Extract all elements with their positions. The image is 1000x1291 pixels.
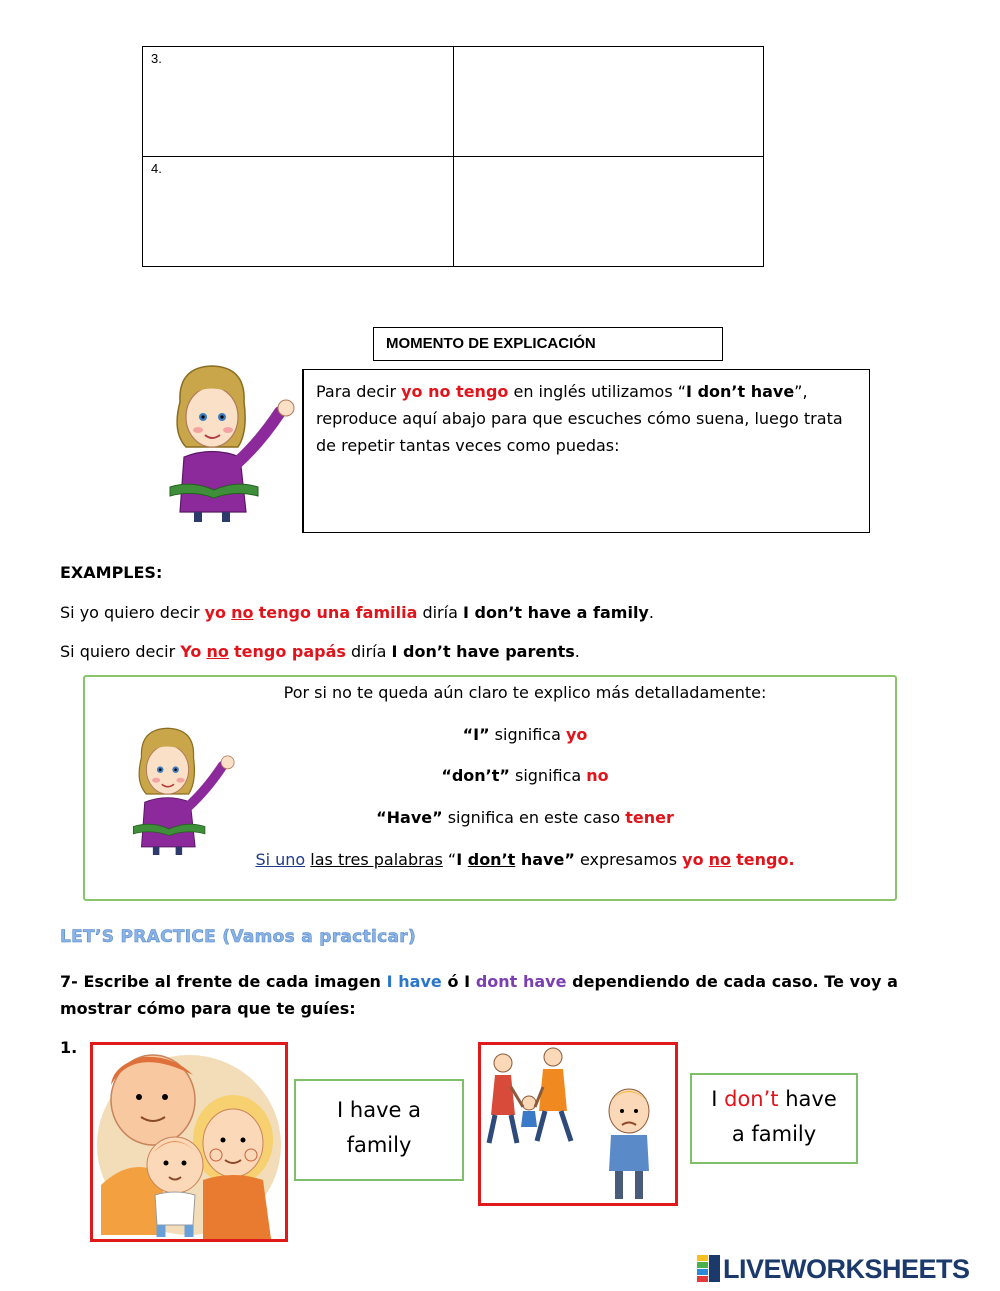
row-number: 4.	[151, 161, 162, 176]
example-bold: I don’t have a family	[462, 603, 649, 622]
word-meaning: no	[586, 766, 609, 785]
example-line-2	[60, 642, 580, 661]
word-meaning-label: significa en este caso	[442, 808, 626, 827]
table-divider	[453, 47, 454, 266]
word: “I”	[462, 725, 490, 744]
detail-summary-line	[145, 850, 905, 869]
practice-title: LET’S PRACTICE (Vamos a practicar)	[60, 927, 417, 947]
example-red: Yo	[180, 642, 202, 661]
instr-text: 7- Escribe al frente de cada imagen	[60, 972, 387, 991]
answer-table	[142, 46, 764, 267]
answer-line	[692, 1082, 856, 1117]
instr-blue: I have	[386, 972, 442, 991]
example-red: yo	[204, 603, 227, 622]
summary-red: tengo.	[736, 850, 795, 869]
word-meaning: yo	[565, 725, 588, 744]
answer-red: don’t	[724, 1087, 779, 1111]
explain-text: Para decir	[316, 382, 402, 401]
example-text: .	[648, 603, 654, 622]
summary-bold: don’t	[467, 850, 516, 869]
explain-bold: I don’t have	[686, 382, 795, 401]
teacher-illustration	[140, 362, 300, 527]
example-text: Si yo quiero decir	[60, 603, 205, 622]
detail-i-line	[145, 725, 905, 744]
detail-dont-line	[145, 766, 905, 785]
detail-intro: Por si no te queda aún claro te explico más detalladamente:	[283, 683, 767, 702]
example-line-1	[60, 603, 654, 622]
detail-box	[83, 675, 897, 901]
example-red: tengo una familia	[258, 603, 418, 622]
family-illustration	[93, 1045, 285, 1239]
word-meaning-label: significa	[489, 725, 566, 744]
summary-text: expresamos	[574, 850, 683, 869]
answer-box-2[interactable]	[690, 1073, 858, 1164]
summary-red: no	[708, 850, 732, 869]
summary-blue: Si uno	[255, 850, 306, 869]
example-red: no	[206, 642, 229, 661]
example-bold: I don’t have parents	[391, 642, 575, 661]
example-text: diría	[345, 642, 392, 661]
example-text: diría	[417, 603, 463, 622]
instr-text: ó	[441, 972, 465, 991]
examples-title: EXAMPLES:	[60, 563, 163, 582]
example-text: Si quiero decir	[60, 642, 181, 661]
no-family-illustration	[481, 1045, 675, 1203]
example-red: tengo papás	[233, 642, 346, 661]
practice-instructions	[60, 968, 898, 1022]
explain-text: en inglés utilizamos “	[508, 382, 687, 401]
instr-purple: dont have	[475, 972, 567, 991]
explanation-box	[302, 369, 870, 533]
answer-text: I have a	[337, 1098, 421, 1122]
summary-red: yo	[682, 850, 704, 869]
family-picture	[90, 1042, 288, 1242]
example-text: .	[574, 642, 580, 661]
row-answer[interactable]	[461, 161, 751, 261]
explain-red: yo no tengo	[401, 382, 509, 401]
answer-text: a family	[731, 1122, 817, 1146]
example-red: no	[231, 603, 254, 622]
answer-box-1[interactable]	[294, 1079, 464, 1181]
answer-text: I	[711, 1087, 725, 1111]
row-answer[interactable]	[461, 51, 751, 151]
summary-bold: I	[456, 850, 468, 869]
brand-name: LIVEWORKSHEETS	[723, 1253, 970, 1284]
word: “don’t”	[441, 766, 510, 785]
word-meaning-label: significa	[509, 766, 587, 785]
item-number: 1.	[60, 1038, 78, 1057]
word: “Have”	[376, 808, 443, 827]
explanation-header: MOMENTO DE EXPLICACIÓN	[373, 327, 723, 361]
summary-text: “	[442, 850, 457, 869]
row-number: 3.	[151, 51, 162, 66]
answer-text: have	[778, 1087, 837, 1111]
instr-text: dependiendo de cada caso. Te voy a mostrar cómo para que te guíes:	[60, 972, 898, 1018]
instr-text: I	[464, 972, 476, 991]
answer-text: family	[346, 1133, 412, 1157]
live-badge-icon	[697, 1255, 721, 1283]
detail-have-line	[145, 808, 905, 827]
summary-bold: have”	[515, 850, 575, 869]
summary-text: las tres palabras	[310, 850, 443, 869]
word-meaning: tener	[625, 808, 674, 827]
no-family-picture	[478, 1042, 678, 1206]
explain-text: ”, reproduce aquí abajo para que escuches cómo suena, luego trata de repetir tantas veces como puedas:	[316, 382, 843, 455]
liveworksheets-logo	[697, 1254, 970, 1284]
